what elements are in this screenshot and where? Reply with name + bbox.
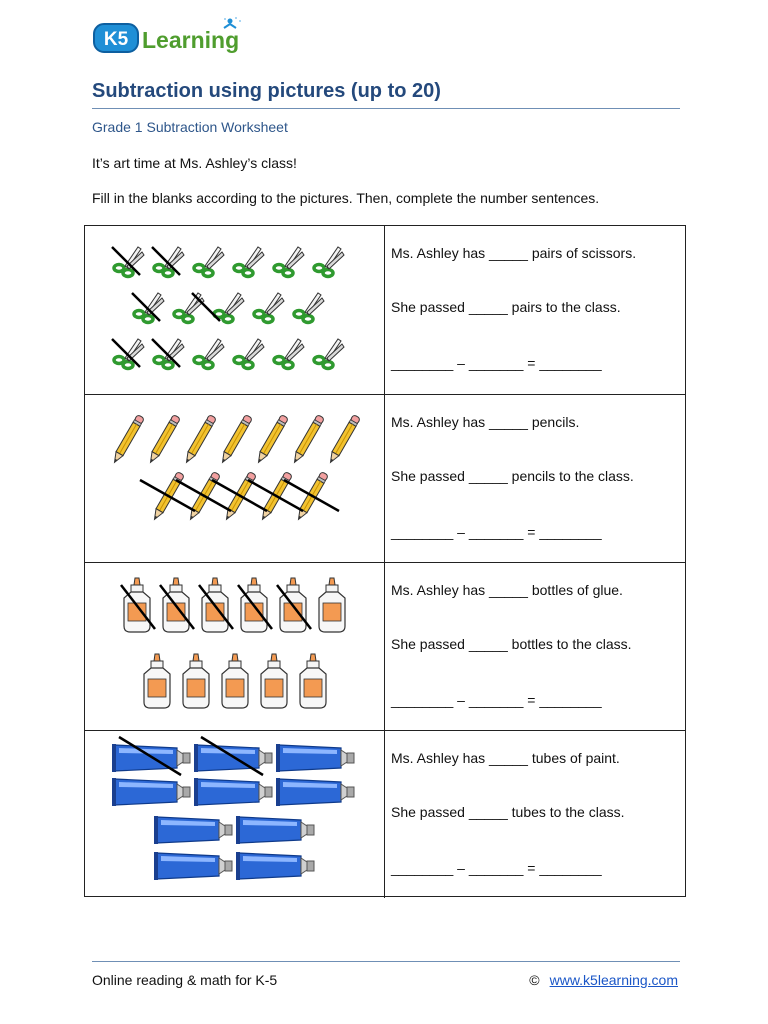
footer-divider: [92, 961, 680, 962]
paint-picture: [85, 731, 384, 897]
instructions-text: Fill in the blanks according to the pictures. Then, complete the number sentences.: [92, 190, 600, 206]
picture-cell-pencils: [85, 395, 385, 562]
footer-tagline: Online reading & math for K-5: [92, 972, 278, 988]
scissors-picture: [85, 226, 384, 392]
pencil-icon: [183, 414, 216, 464]
number-sentence[interactable]: ________ – _______ = ________: [391, 355, 602, 371]
paint-tube-icon: [236, 816, 314, 844]
pencil-icon: [291, 414, 324, 464]
picture-cell-glue: [85, 563, 385, 730]
page-title: Subtraction using pictures (up to 20): [92, 80, 441, 102]
scissors-icon: [154, 339, 184, 369]
paint-tube-icon: [276, 778, 354, 806]
number-sentence[interactable]: ________ – _______ = ________: [391, 524, 602, 540]
problem-row-paint: [85, 730, 685, 898]
pencils-picture: [85, 395, 384, 561]
picture-cell-scissors: [85, 226, 385, 394]
pencil-icon: [219, 414, 252, 464]
paint-tube-icon: [154, 852, 232, 880]
number-sentence[interactable]: ________ – _______ = ________: [391, 692, 602, 708]
scissors-icon: [154, 247, 184, 277]
scissors-icon: [174, 293, 204, 323]
scissors-icon: [314, 339, 344, 369]
question-total[interactable]: Ms. Ashley has _____ pairs of scissors.: [391, 245, 637, 261]
question-passed[interactable]: She passed _____ pairs to the class.: [391, 299, 621, 315]
logo-learning-text: Learning: [142, 27, 240, 53]
scissors-icon: [274, 247, 304, 277]
scissors-icon: [134, 293, 164, 323]
glue-bottle-icon: [144, 654, 170, 708]
problem-row-glue: [85, 562, 685, 730]
paint-tube-icon: [276, 744, 354, 772]
scissors-icon: [294, 293, 324, 323]
question-passed[interactable]: She passed _____ tubes to the class.: [391, 804, 625, 820]
paint-tube-icon: [194, 778, 272, 806]
scissors-icon: [114, 247, 144, 277]
question-total[interactable]: Ms. Ashley has _____ pencils.: [391, 414, 580, 430]
paint-tube-icon: [236, 852, 314, 880]
worksheet-subtitle: Grade 1 Subtraction Worksheet: [92, 119, 288, 135]
glue-bottle-icon: [319, 578, 345, 632]
scissors-icon: [274, 339, 304, 369]
glue-bottle-icon: [261, 654, 287, 708]
pencil-icon: [147, 414, 180, 464]
intro-text: It’s art time at Ms. Ashley’s class!: [92, 155, 297, 171]
worksheet-table: [84, 225, 686, 897]
question-total[interactable]: Ms. Ashley has _____ tubes of paint.: [391, 750, 620, 766]
glue-bottle-icon: [300, 654, 326, 708]
text-cell-paint: [385, 731, 685, 898]
pencil-icon: [111, 414, 144, 464]
text-cell-glue: [385, 563, 685, 730]
text-cell-pencils: [385, 395, 685, 562]
paint-tube-icon: [112, 778, 190, 806]
picture-cell-paint: [85, 731, 385, 898]
title-divider: [92, 108, 680, 109]
problem-row-pencils: [85, 394, 685, 562]
scissors-icon: [194, 247, 224, 277]
question-passed[interactable]: She passed _____ pencils to the class.: [391, 468, 634, 484]
question-passed[interactable]: She passed _____ bottles to the class.: [391, 636, 632, 652]
copyright-symbol: ©: [529, 972, 540, 988]
paint-tube-icon: [154, 816, 232, 844]
glue-bottle-icon: [183, 654, 209, 708]
logo-k5-text: K5: [103, 29, 129, 50]
text-cell-scissors: [385, 226, 685, 394]
scissors-icon: [234, 339, 264, 369]
scissors-icon: [234, 247, 264, 277]
problem-row-scissors: [85, 226, 685, 394]
glue-bottle-icon: [222, 654, 248, 708]
pencil-icon: [327, 414, 360, 464]
question-total[interactable]: Ms. Ashley has _____ bottles of glue.: [391, 582, 623, 598]
site-link[interactable]: www.k5learning.com: [549, 972, 678, 988]
number-sentence[interactable]: ________ – _______ = ________: [391, 860, 602, 876]
scissors-icon: [194, 339, 224, 369]
k5-learning-logo: [92, 18, 262, 62]
scissors-icon: [314, 247, 344, 277]
glue-picture: [85, 563, 384, 729]
footer-credit: [529, 972, 678, 988]
pencil-icon: [255, 414, 288, 464]
scissors-icon: [114, 339, 144, 369]
scissors-icon: [254, 293, 284, 323]
